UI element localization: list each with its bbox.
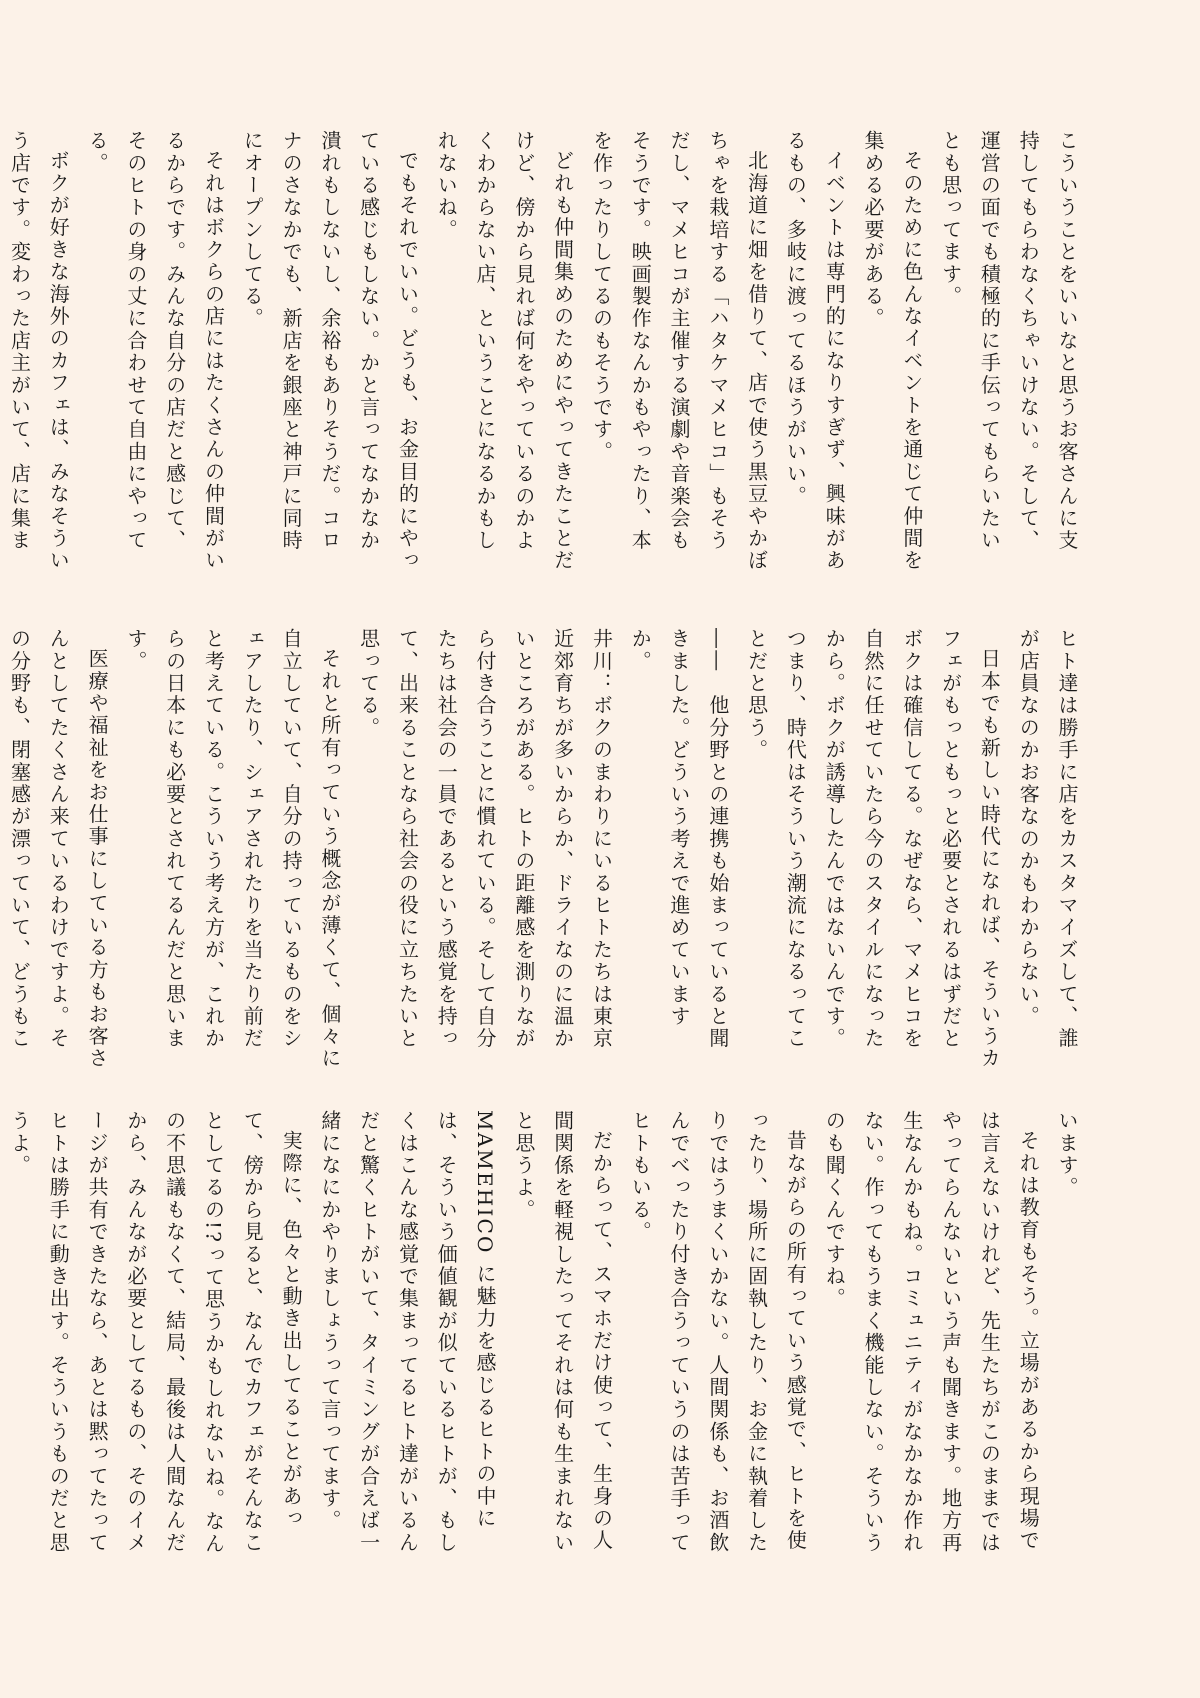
paragraph: ヒト達は勝手に店をカスタマイズして、誰が店員なのかお客なのかもわからない。 bbox=[1016, 628, 1079, 1050]
text-tier-middle bbox=[7, 628, 1086, 1070]
paragraph: ボクが好きな海外のカフェは、みなそういう店です。変わった店主がいて、店に集ま bbox=[7, 130, 71, 572]
paragraph: こういうことをいいなと思うお客さんに支持してもらわなくちゃいけない。そして、運営の面でも積極的に手伝ってもらいたいとも思ってます。 bbox=[938, 130, 1079, 552]
paragraph: 医療や福祉をお仕事にしている方もお客さんとしてたくさん来ているわけですよ。その分野も、閉塞感が漂っていて、どうもこ bbox=[7, 628, 110, 1070]
interview-answer: 井川：ボクのまわりにいるヒトたちは東京近郊育ちが多いからか、ドライなのに温かいところがある。ヒトの距離感を測りながら付き合うことに慣れている。そして自分たちは社会の一員であるという感覚を持って、出来ることなら社会の役に立ちたいと思ってる。 bbox=[356, 628, 614, 1050]
paragraph: 日本でも新しい時代になれば、そういうカフェがもっともっと必要とされるはずだとボクは確信してる。なぜなら、マメヒコを自然に任せていたら今のスタイルになったから。ボクが誘導したんではないんです。つまり、時代はそういう潮流になるってことだと思う。 bbox=[744, 628, 1002, 1070]
paragraph: イベントは専門的になりすぎず、興味があるもの、多岐に渡ってるほうがいい。 bbox=[783, 130, 847, 572]
text-tier-top bbox=[7, 130, 1086, 572]
paragraph: 昔ながらの所有っていう感覚で、ヒトを使ったり、場所に固執したり、お金に執着したりではうまくいかない。人間関係も、お酒飲んでべったり付き合うっていうのは苦手ってヒトもいる。 bbox=[628, 1110, 808, 1554]
paragraph: 実際に、色々と動き出してることがあって、傍から見ると、なんでカフェがそんなことしてるの!?って思うかもしれないね。なんの不思議もなくて、結局、最後は人間なんだから、みんなが必要としてるもの、そのイメージが共有できたなら、あとは黙ってたってヒトは勝手に動き出す。そういうものだと思うよ。 bbox=[7, 1110, 304, 1555]
paragraph: どれも仲間集めのためにやってきたことだけど、傍から見れば何をやっているのかよくわからない店、ということになるかもしれないね。 bbox=[434, 130, 575, 572]
text-tier-bottom bbox=[7, 1110, 1086, 1558]
paragraph: だからって、スマホだけ使って、生身の人間関係を軽視したってそれは何も生まれないと思うよ。 bbox=[511, 1110, 614, 1554]
paragraph: MAMEHICO に魅力を感じるヒトの中には、そういう価値観が似ているヒトが、もしくはこんな感覚で集まってるヒト達がいるんだと驚くヒトがいて、タイミングが合えば一緒になにかやりましょうって言ってます。 bbox=[317, 1110, 498, 1554]
paragraph: 北海道に畑を借りて、店で使う黒豆やかぼちゃを栽培する「ハタケマメヒコ」もそうだし、マメヒコが主催する演劇や音楽会もそうです。映画製作なんかもやったり、本を作ったりしてるのもそうです。 bbox=[589, 130, 769, 572]
paragraph: います。 bbox=[1055, 1110, 1079, 1199]
paragraph: そのために色んなイベントを通じて仲間を集める必要がある。 bbox=[861, 130, 924, 572]
interview-question: ―― 他分野との連携も始まっていると聞きました。どういう考えで進めていますか。 bbox=[628, 628, 730, 1050]
paragraph: それはボクらの店にはたくさんの仲間がいるからです。みんな自分の店だと感じて、そのヒトの身の丈に合わせて自由にやってる。 bbox=[85, 130, 226, 572]
paragraph: でもそれでいい。どうも、お金目的にやっている感じもしない。かと言ってなかなか潰れもしないし、余裕もありそうだ。コロナのさなかでも、新店を銀座と神戸に同時にオープンしてる。 bbox=[240, 130, 420, 572]
paragraph: それと所有っていう概念が薄くて、個々に自立していて、自分の持っているものをシェアしたり、シェアされたりを当たり前だと考えている。こういう考え方が、これからの日本にも必要とされてるんだと思います。 bbox=[123, 628, 342, 1070]
paragraph: それは教育もそう。立場があるから現場では言えないけれど、先生たちがこのままではやってらんないという声も聞きます。地方再生なんかもね。コミュニティがなかなか作れない。作ってもうまく機能しない。そういうのも聞くんですね。 bbox=[822, 1110, 1041, 1554]
